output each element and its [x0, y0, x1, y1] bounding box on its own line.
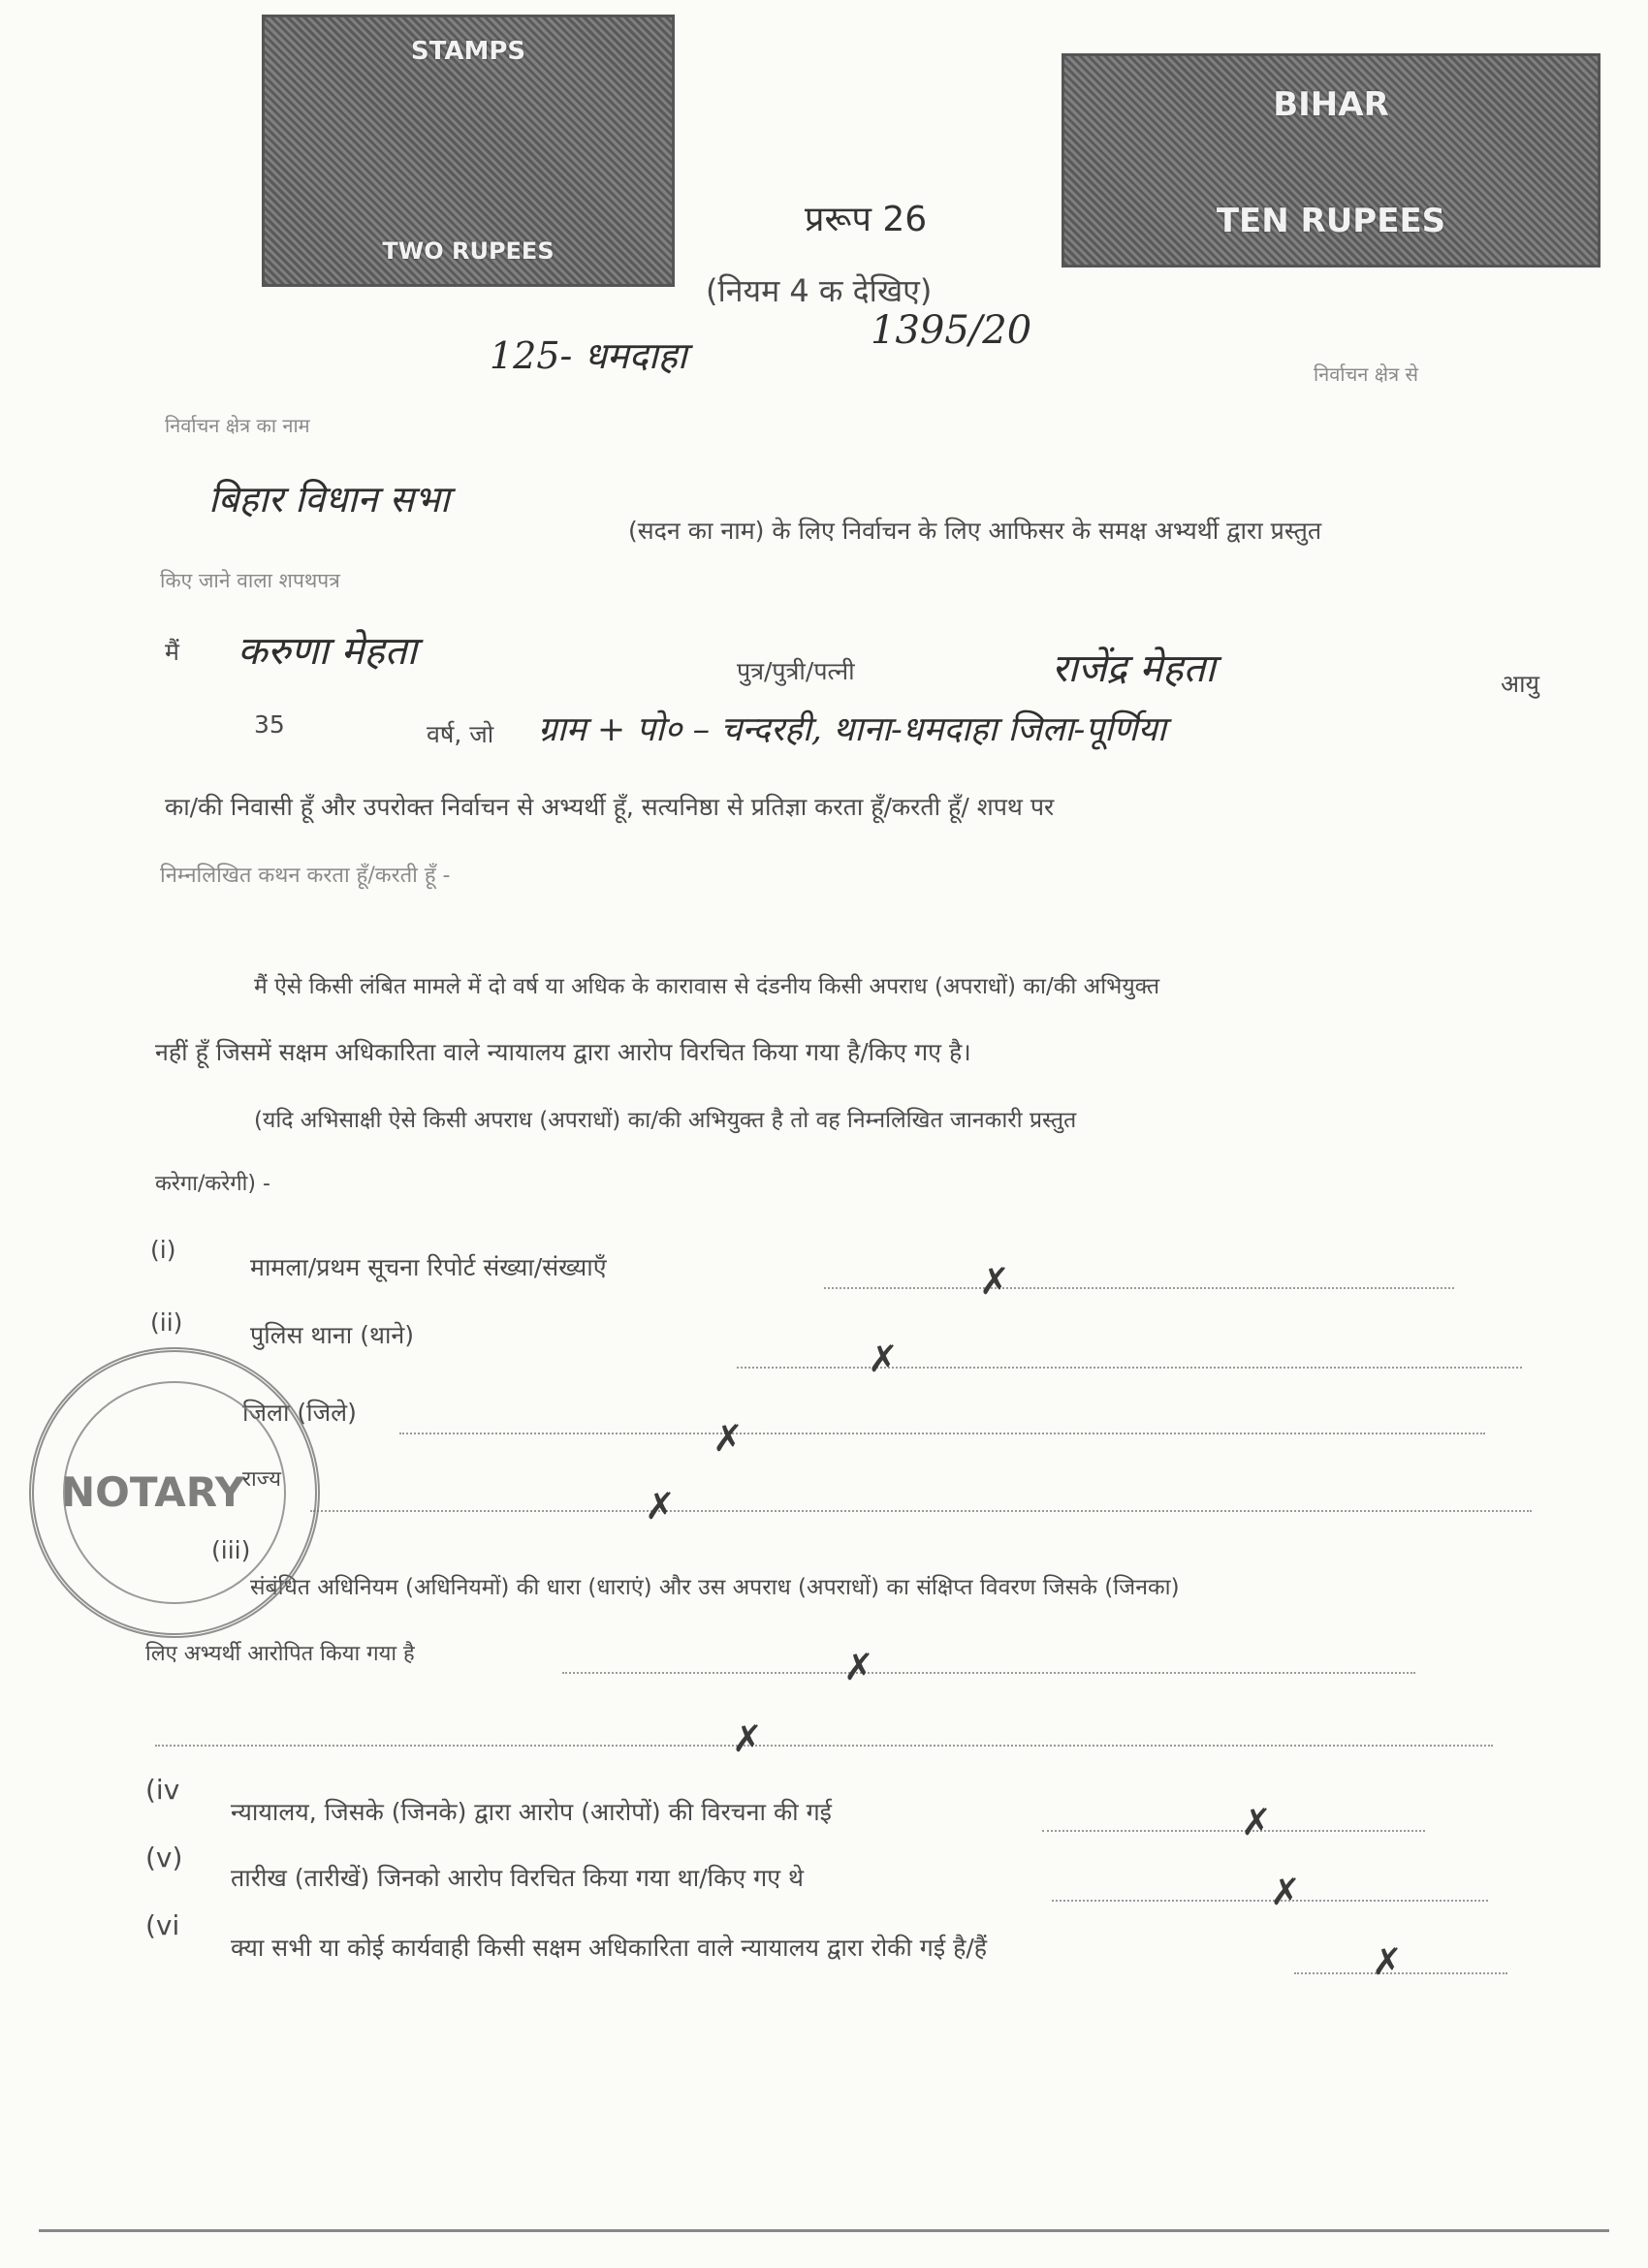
notary-seal-text: NOTARY — [61, 1468, 245, 1516]
item-iii-cross-mark-1: ✗ — [843, 1646, 874, 1688]
right-stamp-bottom-text: TEN RUPEES — [1216, 202, 1446, 240]
item-iv-dotted-line — [1042, 1830, 1425, 1832]
item-v-number: (v) — [145, 1842, 183, 1874]
item-i-dotted-line — [824, 1287, 1454, 1289]
district-cross-mark: ✗ — [713, 1417, 744, 1460]
item-iii-cross-mark-2: ✗ — [732, 1717, 763, 1760]
item-vi-number: (vi — [145, 1909, 180, 1941]
rule-reference: (नियम 4 क देखिए) — [706, 272, 933, 309]
deponent-prefix: मैं — [165, 638, 179, 666]
item-iv-text: न्यायालय, जिसके (जिनके) द्वारा आरोप (आरोपों) की विरचना की गई — [231, 1798, 832, 1826]
deponent-line-3: का/की निवासी हूँ और उपरोक्त निर्वाचन से अभ्यर्थी हूँ, सत्यनिष्ठा से प्रतिज्ञा करता हूँ/करती हूँ/ शपथ पर — [165, 793, 1055, 821]
constituency-label-right: निर्वाचन क्षेत्र से — [1314, 362, 1418, 386]
intro-line-2: किए जाने वाला शपथपत्र — [160, 569, 340, 592]
state-cross-mark: ✗ — [645, 1485, 676, 1528]
state-label: राज्य — [242, 1467, 282, 1492]
item-iv-cross-mark: ✗ — [1241, 1801, 1272, 1843]
father-name-handwritten: राजेंद्र मेहता — [1052, 646, 1216, 691]
deponent-line-4: निम्नलिखित कथन करता हूँ/करती हूँ - — [160, 864, 451, 888]
item-i-number: (i) — [150, 1236, 176, 1264]
left-revenue-stamp — [262, 15, 675, 287]
item-iii-text: संबंधित अधिनियम (अधिनियमों) की धारा (धाराएं) और उस अपराध (अपराधों) का संक्षिप्त विवरण जिसके (जिनका) — [250, 1575, 1180, 1600]
clause-p1-line-1: मैं ऐसे किसी लंबित मामले में दो वर्ष या अधिक के कारावास से दंडनीय किसी अपराध (अपराधों) का/की अभियुक्त — [254, 974, 1160, 999]
bottom-border-line — [39, 2229, 1609, 2232]
constituency-label-left: निर्वाचन क्षेत्र का नाम — [165, 414, 310, 437]
intro-line-1: (सदन का नाम) के लिए निर्वाचन के लिए आफिसर के समक्ष अभ्यर्थी द्वारा प्रस्तुत — [628, 517, 1322, 545]
item-vi-cross-mark: ✗ — [1372, 1940, 1403, 1983]
item-vi-text: क्या सभी या कोई कार्यवाही किसी सक्षम अधिकारिता वाले न्यायालय द्वारा रोकी गई है/हैं — [231, 1934, 988, 1962]
item-iii-number: (iii) — [211, 1536, 251, 1564]
item-iii-dotted-line-2 — [155, 1745, 1493, 1747]
right-stamp-top-text: BIHAR — [1273, 85, 1389, 124]
item-ii-cross-mark: ✗ — [868, 1338, 899, 1380]
constituency-handwritten: 125- धमदाहा — [490, 334, 687, 377]
state-dotted-line — [310, 1510, 1532, 1512]
item-v-text: तारीख (तारीखें) जिनको आरोप विरचित किया गया था/किए गए थे — [231, 1864, 804, 1892]
item-i-text: मामला/प्रथम सूचना रिपोर्ट संख्या/संख्याएँ — [250, 1253, 607, 1281]
district-dotted-line — [399, 1433, 1485, 1434]
deponent-name-handwritten: करुणा मेहता — [238, 629, 417, 674]
clause-p1-line-2: नहीं हूँ जिसमें सक्षम अधिकारिता वाले न्यायालय द्वारा आरोप विरचित किया गया है/किए गए है। — [155, 1038, 971, 1066]
years-label: वर्ष, जो — [427, 720, 494, 748]
item-ii-number: (ii) — [150, 1308, 183, 1337]
serial-number-handwritten: 1395/20 — [871, 308, 1032, 353]
item-iii-text-2: लिए अभ्यर्थी आरोपित किया गया है — [145, 1642, 415, 1666]
address-handwritten: ग्राम + पो० – चन्दरही, थाना-धमदाहा जिला-पूर्णिया — [538, 710, 1166, 749]
notary-seal — [29, 1347, 320, 1638]
age-label: आयु — [1501, 670, 1540, 698]
left-stamp-bottom-text: TWO RUPEES — [382, 237, 555, 265]
item-i-cross-mark: ✗ — [979, 1260, 1010, 1303]
age-value: 35 — [254, 710, 285, 739]
clause-p2-line-2: करेगा/करेगी) - — [155, 1172, 270, 1196]
left-stamp-top-text: STAMPS — [410, 37, 526, 66]
item-iv-number: (iv — [145, 1774, 180, 1806]
item-ii-text: पुलिस थाना (थाने) — [250, 1321, 415, 1349]
right-revenue-stamp — [1062, 53, 1600, 268]
form-title: प्ररूप 26 — [805, 200, 928, 239]
clause-p2-line-1: (यदि अभिसाक्षी ऐसे किसी अपराध (अपराधों) का/की अभियुक्त है तो वह निम्नलिखित जानकारी प्रस्तुत — [254, 1108, 1077, 1133]
district-label: जिला (जिले) — [242, 1399, 357, 1427]
item-iii-dotted-line-1 — [562, 1672, 1415, 1674]
relation-label: पुत्र/पुत्री/पत्नी — [737, 657, 855, 685]
item-v-cross-mark: ✗ — [1270, 1871, 1301, 1913]
item-ii-dotted-line — [737, 1367, 1522, 1369]
house-name-handwritten: बिहार विधान सभा — [208, 478, 450, 520]
